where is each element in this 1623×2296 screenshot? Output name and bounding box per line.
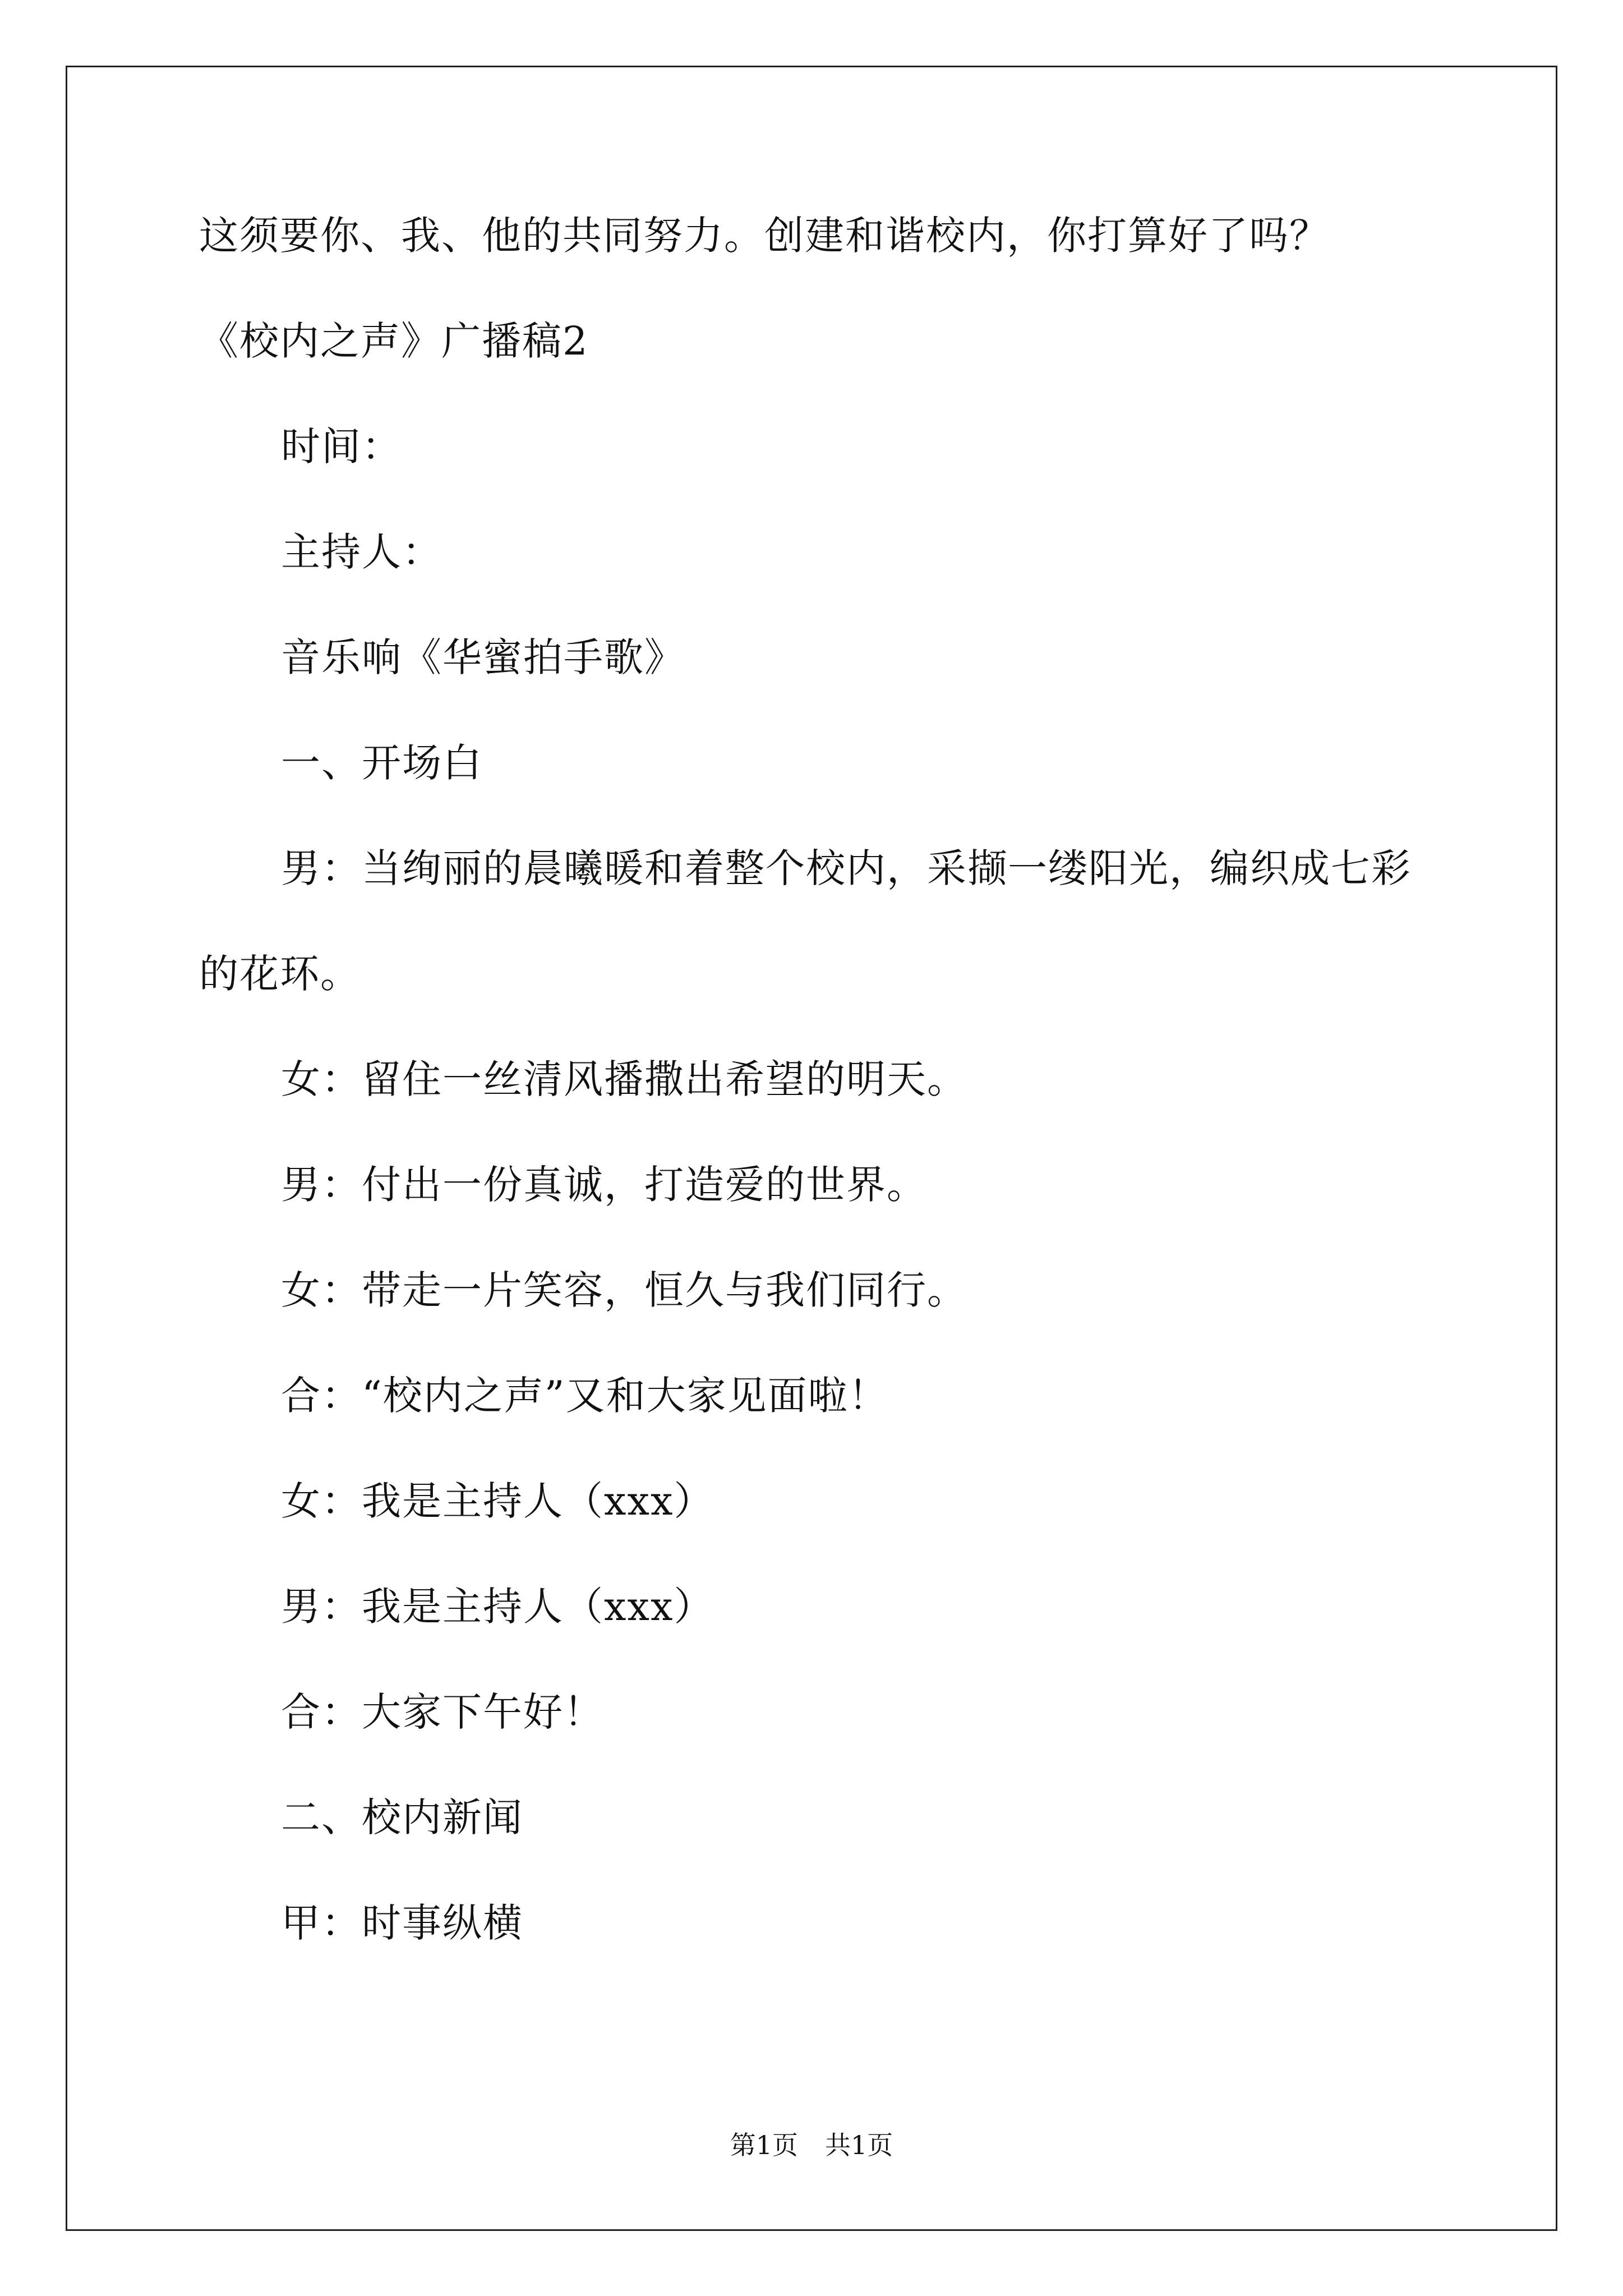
paragraph: 合：“校内之声”又和大家见面啦！ bbox=[281, 1373, 889, 1419]
paragraph: 甲：时事纵横 bbox=[281, 1900, 523, 1946]
paragraph: 这须要你、我、他的共同努力。创建和谐校内，你打算好了吗？ bbox=[199, 213, 1330, 259]
paragraph: 二、校内新闻 bbox=[281, 1795, 523, 1841]
paragraph: 女：我是主持人（xxx） bbox=[281, 1478, 714, 1524]
paragraph: 男：付出一份真诚，打造爱的世界。 bbox=[281, 1162, 927, 1208]
paragraph: 主持人： bbox=[281, 529, 442, 575]
paragraph: 男：我是主持人（xxx） bbox=[281, 1584, 714, 1630]
paragraph: 音乐响《华蜜拍手歌》 bbox=[281, 634, 685, 680]
page-total: 共1页 bbox=[825, 2130, 893, 2160]
paragraph: 的花环。 bbox=[199, 951, 361, 997]
section-title: 《校内之声》广播稿2 bbox=[199, 318, 589, 364]
paragraph: 男：当绚丽的晨曦暖和着整个校内，采撷一缕阳光，编织成七彩 bbox=[281, 845, 1412, 891]
page-number: 第1页 bbox=[730, 2130, 798, 2160]
paragraph: 合：大家下午好！ bbox=[281, 1689, 604, 1735]
paragraph: 一、开场白 bbox=[281, 740, 483, 786]
paragraph: 女：带走一片笑容，恒久与我们同行。 bbox=[281, 1267, 967, 1313]
document-body bbox=[199, 213, 1433, 2009]
page-footer bbox=[0, 2132, 1623, 2158]
paragraph: 时间： bbox=[281, 424, 402, 470]
paragraph: 女：留住一丝清风播撒出希望的明天。 bbox=[281, 1056, 967, 1102]
